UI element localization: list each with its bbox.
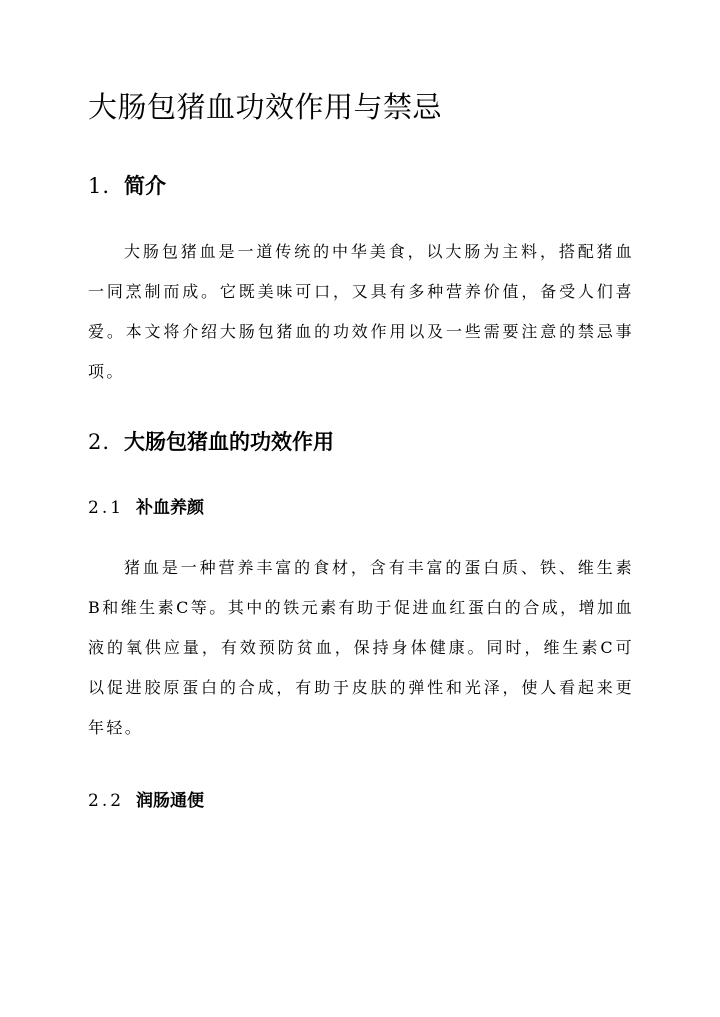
section-number: 1. <box>88 174 111 198</box>
subsection-heading-blood <box>88 494 204 522</box>
subsection-number: 2.2 <box>88 791 125 811</box>
page-title: 大肠包猪血功效作用与禁忌 <box>88 90 443 124</box>
subsection-title: 润肠通便 <box>136 791 205 811</box>
intro-paragraph: 大肠包猪血是一道传统的中华美食，以大肠为主料，搭配猪血一同烹制而成。它既美味可口，又具有多种营养价值，备受人们喜爱。本文将介绍大肠包猪血的功效作用以及一些需要注意的禁忌事项。 <box>88 242 634 381</box>
subsection-heading-bowel <box>88 787 204 815</box>
section-title: 简介 <box>124 173 167 198</box>
section-heading-benefits <box>88 426 334 458</box>
section-title: 大肠包猪血的功效作用 <box>124 429 335 454</box>
subsection-number: 2.1 <box>88 498 125 518</box>
blood-paragraph: 猪血是一种营养丰富的食材，含有丰富的蛋白质、铁、维生素B和维生素C等。其中的铁元素有助于促进血红蛋白的合成，增加血液的氧供应量，有效预防贫血，保持身体健康。同时，维生素C可以促进胶原蛋白的合成，有助于皮肤的弹性和光泽，使人看起来更年轻。 <box>88 558 634 737</box>
section-heading-intro <box>88 170 166 202</box>
section-number: 2. <box>88 430 111 454</box>
subsection-title: 补血养颜 <box>136 498 205 518</box>
